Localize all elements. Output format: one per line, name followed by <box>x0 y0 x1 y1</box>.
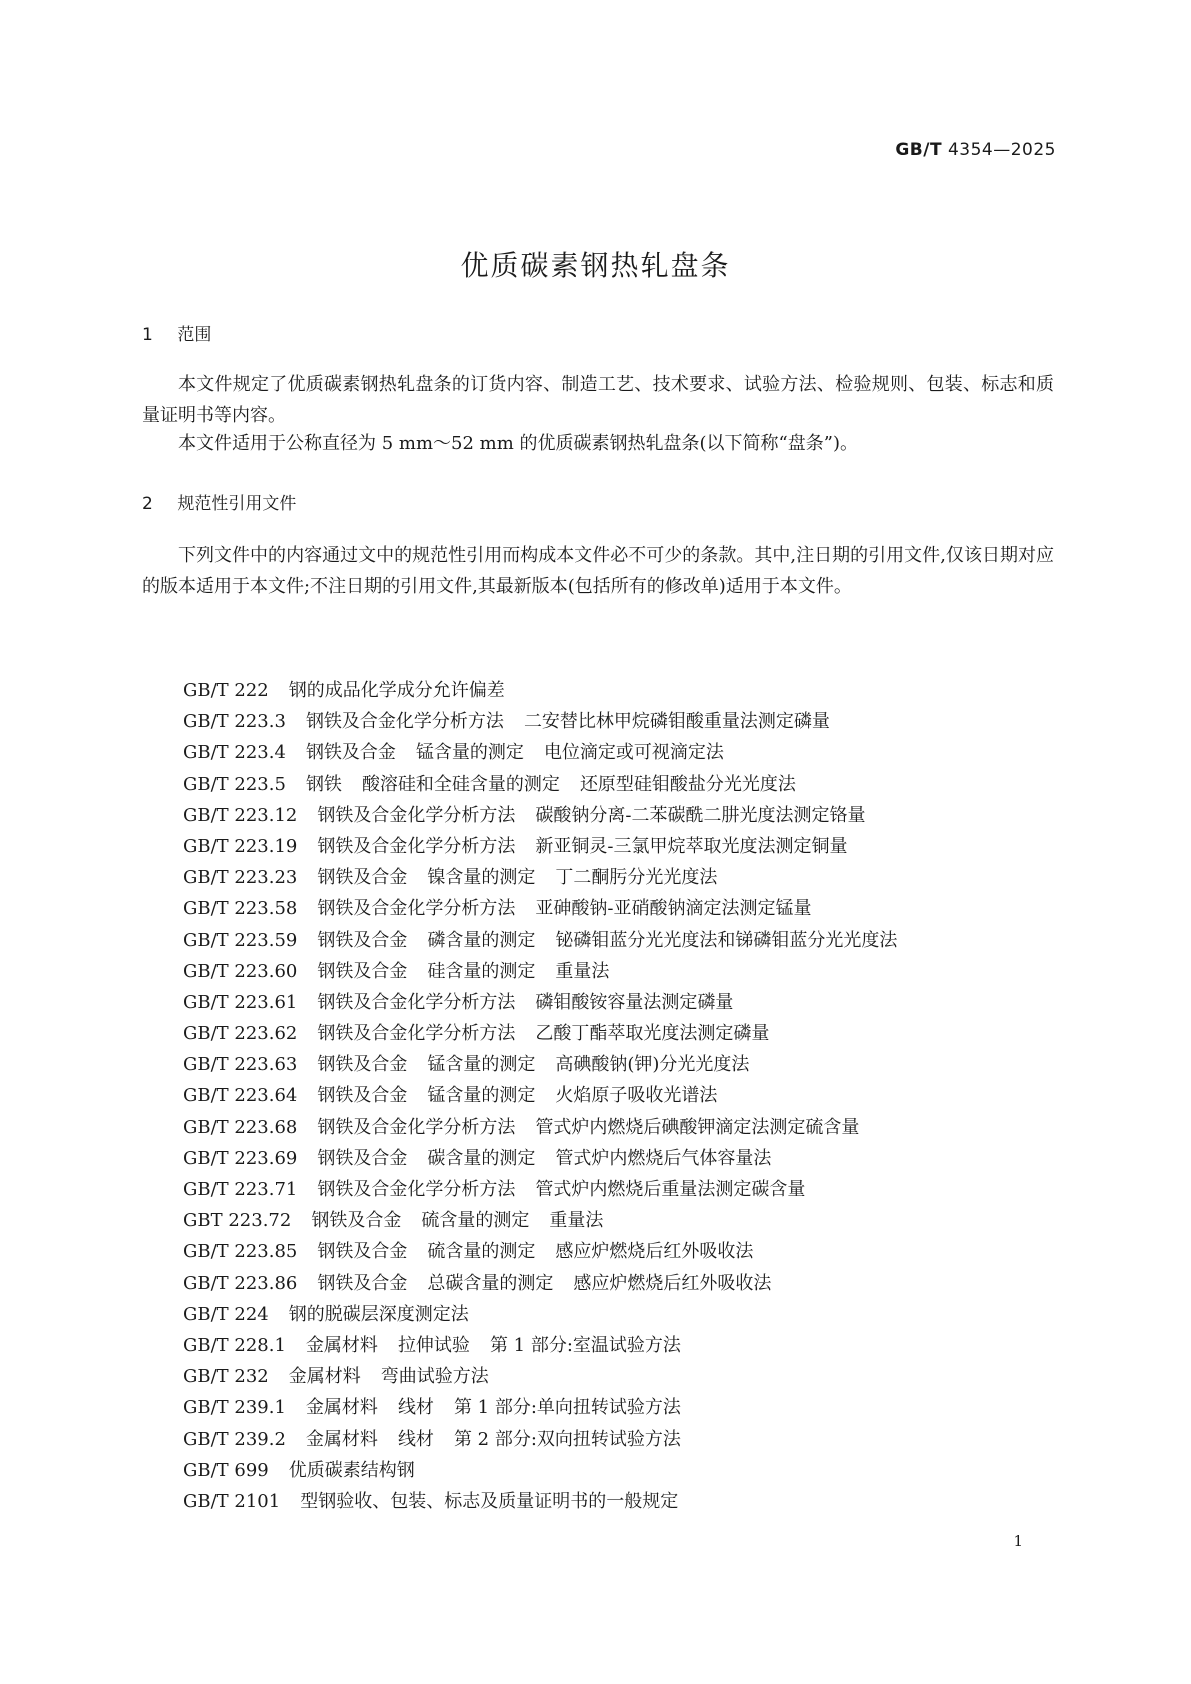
reference-title-part: 钢铁及合金 <box>317 1054 408 1076</box>
reference-code: GB/T 223.71 <box>183 1179 298 1200</box>
reference-item <box>183 1455 917 1486</box>
reference-title-part: 钢铁及合金 <box>317 1272 408 1294</box>
reference-item <box>183 1486 917 1517</box>
reference-title-part: 钢铁及合金化学分析方法 <box>317 804 516 826</box>
reference-item <box>183 1205 917 1236</box>
reference-title-part: 高碘酸钠(钾)分光光度法 <box>555 1054 750 1076</box>
reference-code: GB/T 223.60 <box>183 960 298 982</box>
section-title: 规范性引用文件 <box>177 494 297 514</box>
reference-item <box>183 1299 917 1330</box>
reference-code: GB/T 223.3 <box>183 711 286 733</box>
reference-code: GB/T 223.58 <box>183 898 298 920</box>
reference-title-part: 钢铁及合金化学分析方法 <box>317 835 516 857</box>
reference-item <box>183 1018 917 1049</box>
scope-paragraph-1: 本文件规定了优质碳素钢热轧盘条的订货内容、制造工艺、技术要求、试验方法、检验规则、包装、标志和质量证明书等内容。 <box>142 374 1054 426</box>
reference-title-part: 钢铁及合金 <box>305 742 396 764</box>
reference-title-part: 钢铁及合金 <box>317 1085 408 1107</box>
reference-title-part: 钢铁及合金 <box>317 929 408 951</box>
reference-title-part: 火焰原子吸收光谱法 <box>555 1085 718 1107</box>
reference-title-part: 线材 <box>397 1397 434 1419</box>
reference-item <box>183 1174 917 1205</box>
reference-title-part: 总碳含量的测定 <box>427 1272 554 1294</box>
reference-code: GB/T 224 <box>183 1303 269 1325</box>
reference-item <box>183 1112 917 1143</box>
reference-title-part: 第 1 部分:单向扭转试验方法 <box>453 1397 681 1419</box>
reference-title-part: 重量法 <box>555 960 610 982</box>
reference-title-part: 还原型硅钼酸盐分光光度法 <box>579 773 796 795</box>
reference-title-part: 管式炉内燃烧后气体容量法 <box>555 1147 772 1169</box>
section-title: 范围 <box>177 325 212 345</box>
reference-title-part: 钢铁及合金 <box>317 960 408 982</box>
reference-title-part: 金属材料 <box>305 1334 378 1356</box>
reference-item <box>183 1392 917 1423</box>
reference-title-part: 酸溶硅和全硅含量的测定 <box>361 773 560 795</box>
reference-item <box>183 831 917 862</box>
reference-code: GB/T 699 <box>183 1459 269 1481</box>
reference-title-part: 电位滴定或可视滴定法 <box>543 742 724 764</box>
reference-code: GB/T 223.59 <box>183 929 298 951</box>
reference-code: GB/T 223.69 <box>183 1147 298 1169</box>
reference-title-part: 钢铁 <box>305 773 342 795</box>
page-number: 1 <box>1013 1532 1023 1550</box>
reference-title-part: 钢铁及合金化学分析方法 <box>305 711 504 733</box>
reference-title-part: 拉伸试验 <box>397 1334 470 1356</box>
reference-title-part: 重量法 <box>549 1210 604 1232</box>
reference-title-part: 钢铁及合金 <box>311 1210 402 1232</box>
reference-title-part: 丁二酮肟分光光度法 <box>555 867 718 889</box>
reference-code: GB/T 223.23 <box>183 867 298 889</box>
reference-item <box>183 956 917 987</box>
reference-code: GB/T 223.12 <box>183 804 298 826</box>
reference-title-part: 金属材料 <box>288 1366 361 1388</box>
reference-item <box>183 1080 917 1111</box>
reference-item <box>183 987 917 1018</box>
reference-item <box>183 1424 917 1455</box>
reference-list <box>183 675 917 1517</box>
reference-title-part: 钢铁及合金化学分析方法 <box>317 1179 516 1200</box>
reference-title-part: 磷含量的测定 <box>427 929 536 951</box>
reference-code: GB/T 223.64 <box>183 1085 298 1107</box>
reference-title-part: 钢铁及合金化学分析方法 <box>317 898 516 920</box>
reference-title-part: 铋磷钼蓝分光光度法和锑磷钼蓝分光光度法 <box>555 929 898 951</box>
reference-title-part: 型钢验收、包装、标志及质量证明书的一般规定 <box>300 1490 679 1512</box>
reference-title-part: 线材 <box>397 1428 434 1450</box>
section-heading-references <box>142 489 296 514</box>
section-number: 2 <box>142 494 153 514</box>
reference-title-part: 钢的成品化学成分允许偏差 <box>288 680 505 701</box>
reference-title-part: 金属材料 <box>305 1397 378 1419</box>
reference-title-part: 第 2 部分:双向扭转试验方法 <box>453 1428 681 1450</box>
scope-paragraph-2: 本文件适用于公称直径为 5 mm～52 mm 的优质碳素钢热轧盘条(以下简称“盘条”)。 <box>178 433 858 454</box>
section-heading-scope <box>142 320 211 345</box>
reference-code: GB/T 223.4 <box>183 742 286 764</box>
reference-title-part: 钢铁及合金化学分析方法 <box>317 1116 516 1138</box>
reference-item <box>183 893 917 924</box>
reference-item <box>183 1268 917 1299</box>
reference-code: GB/T 239.2 <box>183 1428 286 1450</box>
reference-title-part: 钢铁及合金 <box>317 1241 408 1263</box>
reference-code: GB/T 232 <box>183 1366 269 1388</box>
reference-title-part: 二安替比林甲烷磷钼酸重量法测定磷量 <box>523 711 830 733</box>
reference-title-part: 金属材料 <box>305 1428 378 1450</box>
reference-title-part: 镍含量的测定 <box>427 867 536 889</box>
reference-title-part: 硅含量的测定 <box>427 960 536 982</box>
reference-title-part: 感应炉燃烧后红外吸收法 <box>573 1272 772 1294</box>
reference-title-part: 碳含量的测定 <box>427 1147 536 1169</box>
reference-title-part: 钢的脱碳层深度测定法 <box>288 1303 469 1325</box>
document-number <box>895 140 1056 160</box>
reference-title-part: 优质碳素结构钢 <box>288 1459 415 1481</box>
reference-code: GB/T 222 <box>183 680 269 701</box>
standard-prefix: GB/T <box>895 140 943 160</box>
reference-title-part: 锰含量的测定 <box>427 1054 536 1076</box>
reference-code: GB/T 223.5 <box>183 773 286 795</box>
reference-title-part: 亚砷酸钠-亚硝酸钠滴定法测定锰量 <box>535 898 812 920</box>
reference-item <box>183 1236 917 1267</box>
reference-code: GB/T 223.86 <box>183 1272 298 1294</box>
reference-title-part: 新亚铜灵-三氯甲烷萃取光度法测定铜量 <box>535 835 848 857</box>
reference-item <box>183 1330 917 1361</box>
reference-title-part: 乙酸丁酯萃取光度法测定磷量 <box>535 1023 770 1045</box>
reference-title-part: 锰含量的测定 <box>415 742 524 764</box>
reference-title-part: 磷钼酸铵容量法测定磷量 <box>535 991 734 1013</box>
reference-item <box>183 737 917 768</box>
reference-code: GB/T 223.68 <box>183 1116 298 1138</box>
reference-title-part: 碳酸钠分离-二苯碳酰二肼光度法测定铬量 <box>535 804 866 826</box>
reference-title-part: 钢铁及合金化学分析方法 <box>317 1023 516 1045</box>
reference-code: GB/T 223.85 <box>183 1241 298 1263</box>
reference-title-part: 感应炉燃烧后红外吸收法 <box>555 1241 754 1263</box>
reference-item <box>183 925 917 956</box>
page-title: 优质碳素钢热轧盘条 <box>460 249 731 282</box>
reference-item <box>183 800 917 831</box>
reference-title-part: 硫含量的测定 <box>421 1210 530 1232</box>
reference-item <box>183 1049 917 1080</box>
reference-code: GB/T 223.63 <box>183 1054 298 1076</box>
reference-code: GB/T 239.1 <box>183 1397 286 1419</box>
reference-item <box>183 862 917 893</box>
reference-code: GB/T 223.61 <box>183 991 298 1013</box>
reference-title-part: 弯曲试验方法 <box>380 1366 489 1388</box>
reference-title-part: 钢铁及合金 <box>317 867 408 889</box>
reference-item <box>183 706 917 737</box>
reference-title-part: 硫含量的测定 <box>427 1241 536 1263</box>
reference-title-part: 钢铁及合金 <box>317 1147 408 1169</box>
reference-title-part: 第 1 部分:室温试验方法 <box>489 1334 681 1356</box>
reference-title-part: 钢铁及合金化学分析方法 <box>317 991 516 1013</box>
reference-code: GB/T 2101 <box>183 1490 281 1512</box>
reference-code: GB/T 228.1 <box>183 1334 286 1356</box>
reference-code: GB/T 223.62 <box>183 1023 298 1045</box>
reference-item <box>183 1143 917 1174</box>
reference-item <box>183 769 917 800</box>
reference-code: GB/T 223.19 <box>183 835 298 857</box>
reference-item <box>183 1361 917 1392</box>
reference-code: GBT 223.72 <box>183 1210 292 1232</box>
reference-item <box>183 675 917 706</box>
reference-title-part: 管式炉内燃烧后碘酸钾滴定法测定硫含量 <box>535 1116 860 1138</box>
standard-number: 4354—2025 <box>947 140 1056 160</box>
reference-title-part: 管式炉内燃烧后重量法测定碳含量 <box>535 1179 806 1200</box>
references-intro-paragraph: 下列文件中的内容通过文中的规范性引用而构成本文件必不可少的条款。其中,注日期的引用文件,仅该日期对应的版本适用于本文件;不注日期的引用文件,其最新版本(包括所有的修改单)适用于本文件。 <box>142 545 1054 597</box>
section-number: 1 <box>142 325 153 345</box>
reference-title-part: 锰含量的测定 <box>427 1085 536 1107</box>
